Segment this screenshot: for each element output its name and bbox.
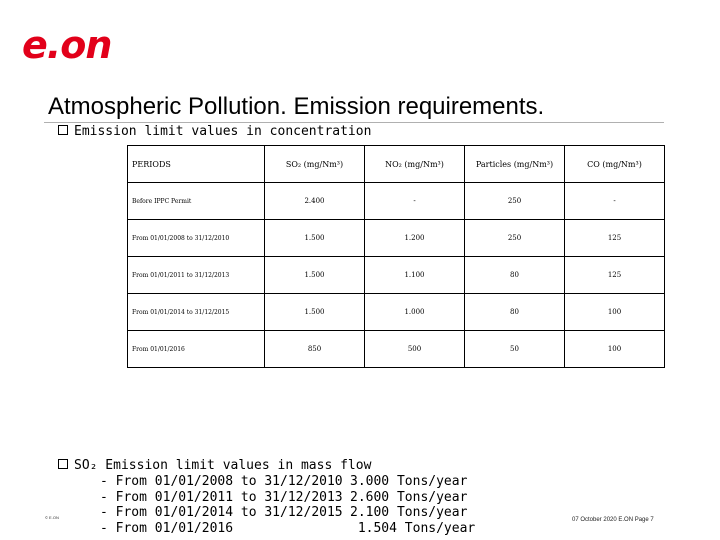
flow-value: 3.000 Tons/year xyxy=(350,474,468,489)
cell-so2: 850 xyxy=(265,331,365,368)
list-item xyxy=(100,505,480,521)
emission-limits-table xyxy=(127,145,665,368)
header-no2: NO₂ (mg/Nm³) xyxy=(365,146,465,183)
title-divider xyxy=(44,122,664,123)
flow-value: 1.504 Tons/year xyxy=(350,520,476,536)
table-row xyxy=(128,294,665,331)
bullet-concentration xyxy=(58,124,371,139)
cell-particles: 50 xyxy=(465,331,565,368)
flow-value: 2.600 Tons/year xyxy=(350,489,468,505)
cell-co: 125 xyxy=(565,220,665,257)
table-header-row xyxy=(128,146,665,183)
cell-no2: 1.200 xyxy=(365,220,465,257)
cell-particles: 80 xyxy=(465,257,565,294)
cell-particles: 250 xyxy=(465,220,565,257)
cell-co: - xyxy=(565,183,665,220)
mass-flow-list xyxy=(100,474,480,536)
flow-period: - From 01/01/2011 to 31/12/2013 xyxy=(100,489,343,505)
list-item xyxy=(100,521,480,537)
header-co: CO (mg/Nm³) xyxy=(565,146,665,183)
table-row xyxy=(128,257,665,294)
cell-no2: - xyxy=(365,183,465,220)
slide-title: Atmospheric Pollution. Emission requirements. xyxy=(48,93,545,120)
cell-so2: 1.500 xyxy=(265,294,365,331)
cell-period: From 01/01/2008 to 31/12/2010 xyxy=(128,220,265,257)
cell-no2: 1.000 xyxy=(365,294,465,331)
flow-value: 2.100 Tons/year xyxy=(350,505,468,520)
bullet-mass-flow-text: SO₂ Emission limit values in mass flow xyxy=(74,458,372,473)
cell-no2: 500 xyxy=(365,331,465,368)
footer-date-page: 07 October 2020 E.ON Page 7 xyxy=(572,517,654,523)
list-item xyxy=(100,490,480,506)
header-so2: SO₂ (mg/Nm³) xyxy=(265,146,365,183)
table-row xyxy=(128,220,665,257)
cell-co: 100 xyxy=(565,331,665,368)
cell-particles: 250 xyxy=(465,183,565,220)
list-item xyxy=(100,474,480,490)
cell-period: From 01/01/2011 to 31/12/2013 xyxy=(128,257,265,294)
table-row xyxy=(128,331,665,368)
checkbox-bullet-icon xyxy=(58,459,68,469)
checkbox-bullet-icon xyxy=(58,125,68,135)
bullet-concentration-text: Emission limit values in concentration xyxy=(74,124,372,139)
flow-period: - From 01/01/2016 xyxy=(100,520,234,536)
flow-period: - From 01/01/2008 to 31/12/2010 xyxy=(100,474,343,489)
cell-particles: 80 xyxy=(465,294,565,331)
cell-so2: 1.500 xyxy=(265,257,365,294)
cell-period: From 01/01/2014 to 31/12/2015 xyxy=(128,294,265,331)
footer-copyright: © E.ON xyxy=(45,515,59,520)
bullet-mass-flow xyxy=(58,458,371,473)
cell-no2: 1.100 xyxy=(365,257,465,294)
table-row xyxy=(128,183,665,220)
flow-period: - From 01/01/2014 to 31/12/2015 xyxy=(100,505,343,520)
cell-period: Before IPPC Permit xyxy=(128,183,265,220)
cell-co: 100 xyxy=(565,294,665,331)
cell-so2: 2.400 xyxy=(265,183,365,220)
header-periods: PERIODS xyxy=(128,146,265,183)
cell-period: From 01/01/2016 xyxy=(128,331,265,368)
eon-logo: e.on xyxy=(22,23,112,67)
cell-so2: 1.500 xyxy=(265,220,365,257)
cell-co: 125 xyxy=(565,257,665,294)
header-particles: Particles (mg/Nm³) xyxy=(465,146,565,183)
